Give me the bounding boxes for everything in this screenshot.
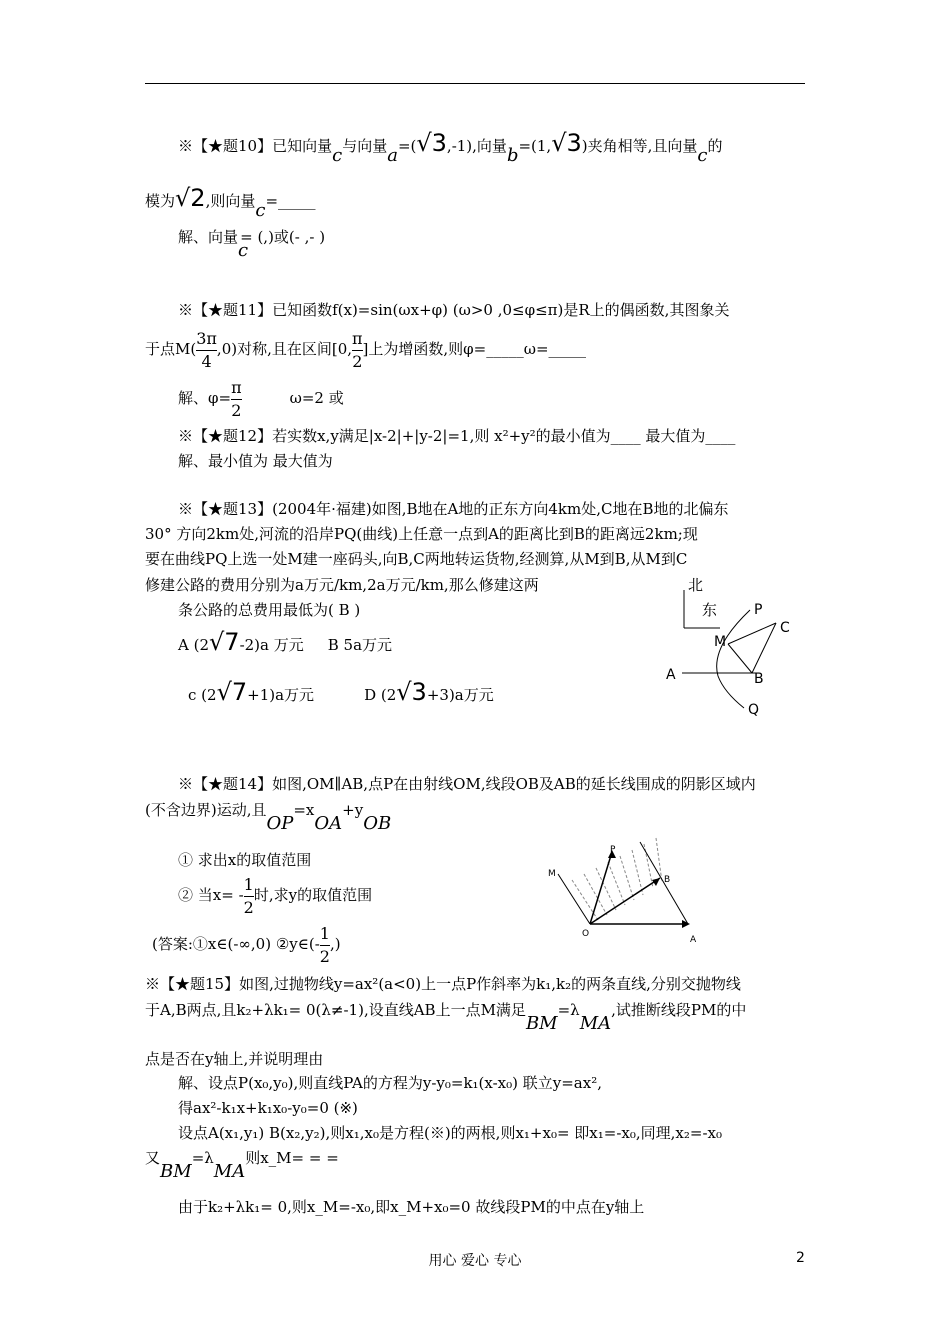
header-rule: [145, 83, 805, 84]
fraction-half: $\frac{1}{2}$: [243, 874, 254, 917]
p13-option-cd: c (2√7+1)a万元 D (2√3+3)a万元: [188, 678, 494, 706]
fraction-half-answer: $\frac{1}{2}$: [319, 923, 330, 966]
p14-line1: ※【★题14】如图,OM∥AB,点P在由射线OM,线段OB及AB的延长线围成的阴影区域内: [178, 775, 756, 793]
p13-line5: 条公路的总费用最低为( B ): [178, 601, 361, 619]
p12-answer: 解、最小值为 最大值为: [178, 452, 333, 470]
point-p-label: P: [754, 602, 763, 618]
point-a-label-2: A: [690, 935, 697, 945]
page-number: 2: [796, 1250, 805, 1266]
point-q-label: Q: [748, 702, 760, 718]
p12-line1: ※【★题12】若实数x,y满足|x-2|+|y-2|=1,则 x²+y²的最小值为____ 最大值为____: [178, 427, 736, 445]
p11-line2: 于点M( $\frac{3\pi}{4}$ ,0)对称,且在区间[0, $\frac{\pi}{2}$ ]上为增函数,则φ=_____ω=_____: [145, 328, 587, 371]
p13-line4: 修建公路的费用分别为a万元/km,2a万元/km,那么修建这两: [145, 576, 539, 594]
point-m-label: M: [714, 634, 727, 650]
p15-solution3: 设点A(x₁,y₁) B(x₂,y₂),则x₁,x₀是方程(※)的两根,则x₁+x₀= 即x₁=-x₀,同理,x₂=-x₀: [178, 1124, 722, 1142]
p13-line1: ※【★题13】(2004年·福建)如图,B地在A地的正东方向4km处,C地在B地的北偏东: [178, 500, 729, 518]
fraction-pi-2-answer: $\frac{\pi}{2}$: [231, 377, 242, 420]
p14-line2: (不含边界)运动,且OP=xOA+yOB: [145, 801, 392, 834]
point-c-label: C: [780, 620, 790, 636]
p15-line1: ※【★题15】如图,过抛物线y=ax²(a<0)上一点P作斜率为k₁,k₂的两条直线,分别交抛物线: [145, 975, 741, 993]
p15-solution4: 又BM=λMA则x_M= = =: [145, 1149, 339, 1182]
east-label: 东: [702, 601, 718, 619]
p14-question2: ② 当x= - $\frac{1}{2}$ 时,求y的取值范围: [178, 874, 373, 917]
page-footer: 用心 爱心 专心: [428, 1253, 522, 1269]
p11-line1: ※【★题11】已知函数f(x)=sin(ωx+φ) (ω>0 ,0≤φ≤π)是R上的偶函数,其图象关: [178, 301, 730, 319]
p15-solution1: 解、设点P(x₀,y₀),则直线PA的方程为y-y₀=k₁(x-x₀) 联立y=ax²,: [178, 1074, 602, 1092]
point-a-label: A: [666, 667, 676, 683]
p15-conclusion: 由于k₂+λk₁= 0,则x_M=-x₀,即x_M+x₀=0 故线段PM的中点在y轴上: [178, 1198, 645, 1216]
p13-line3: 要在曲线PQ上选一处M建一座码头,向B,C两地转运货物,经测算,从M到B,从M到C: [145, 550, 688, 568]
p10-line1: ※【★题10】已知向量c与向量a=(√3,-1),向量b=(1,√3)夹角相等,且向量c的: [178, 129, 723, 166]
point-b-label: B: [754, 671, 764, 687]
p15-line3: 点是否在y轴上,并说明理由: [145, 1050, 324, 1068]
fraction-3pi-4: $\frac{3\pi}{4}$: [196, 328, 217, 371]
point-b-label-2: B: [664, 875, 671, 885]
p13-line2: 30° 方向2km处,河流的沿岸PQ(曲线)上任意一点到A的距离比到B的距离远2km;现: [145, 525, 698, 543]
point-m-label-2: M: [548, 869, 556, 879]
p10-answer: 解、向量c= (,)或(- ,- ): [178, 228, 326, 261]
p13-option-a: A (2√7-2)a 万元 B 5a万元: [178, 628, 393, 656]
p14-answer: (答案:①x∈(-∞,0) ②y∈(- $\frac{1}{2}$ ,): [152, 923, 341, 966]
point-o-label: O: [582, 929, 590, 939]
p11-answer: 解、φ= $\frac{\pi}{2}$ ω=2 或: [178, 377, 344, 420]
p15-solution2: 得ax²-k₁x+k₁x₀-y₀=0 (※): [178, 1099, 358, 1117]
p13-figure: [660, 568, 800, 718]
p10-line2: 模为√2,则向量c=_____: [145, 184, 316, 221]
fraction-pi-2: $\frac{\pi}{2}$: [352, 328, 363, 371]
p15-line2: 于A,B两点,且k₂+λk₁= 0(λ≠-1),设直线AB上一点M满足BM=λMA,试推断线段PM的中: [145, 1001, 747, 1034]
north-label: 北: [688, 576, 704, 594]
p14-figure: [540, 830, 715, 955]
p14-question1: ① 求出x的取值范围: [178, 851, 312, 869]
point-p-label-2: P: [610, 845, 616, 855]
